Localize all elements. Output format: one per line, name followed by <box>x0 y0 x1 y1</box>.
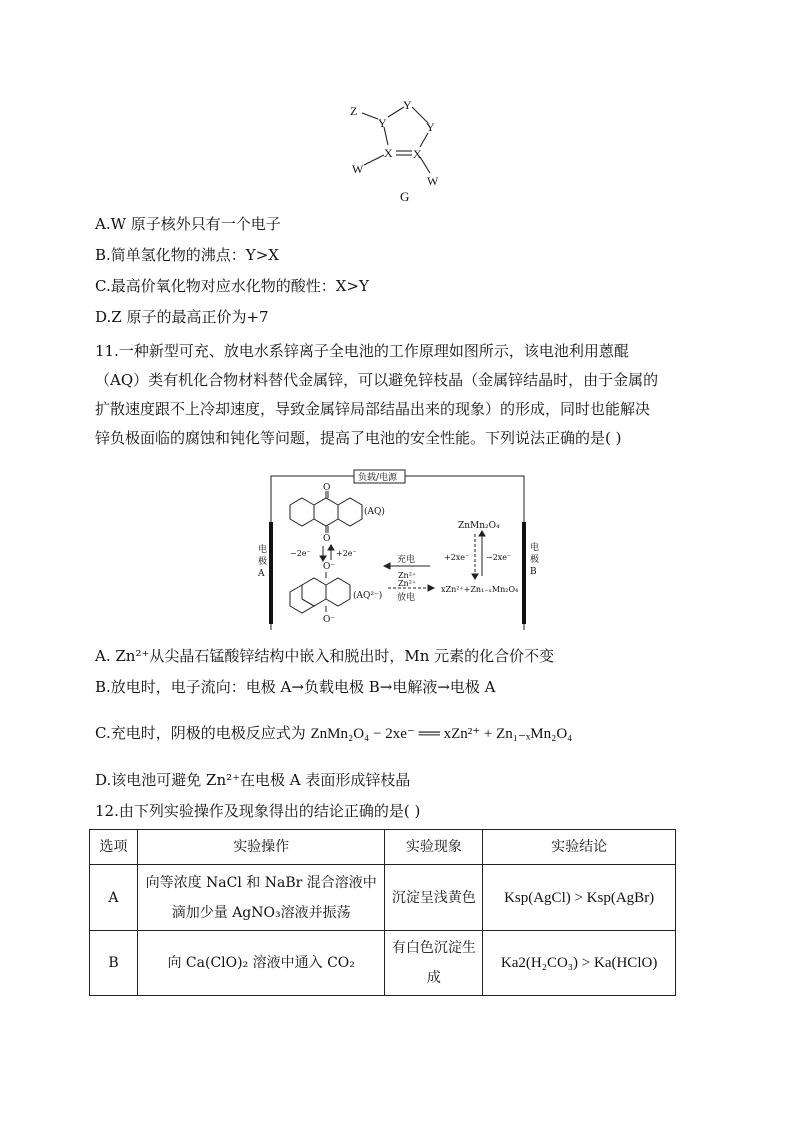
products-label: xZn²⁺+Zn₁₋ₓMn₂O₄ <box>441 585 519 594</box>
q11-stem-line: （AQ）类有机化合物材料替代金属锌，可以避免锌枝晶（金属锌结晶时，由于金属的 <box>95 371 659 389</box>
structure-label: G <box>400 189 410 204</box>
znmn2o4-label: ZnMn₂O₄ <box>458 521 500 531</box>
battery-diagram <box>252 462 552 634</box>
row-conclusion: Ksp(AgCl) > Ksp(AgBr) <box>483 865 676 931</box>
atom-x2: X <box>413 147 422 161</box>
atom-y3: Y <box>426 120 435 134</box>
electrode-b-label: 电极 B <box>530 543 540 577</box>
plus-2xe-label: +2xe⁻ <box>444 553 470 562</box>
experiment-table <box>89 829 676 996</box>
row-operation: 向等浓度 NaCl 和 NaBr 混合溶液中滴加少量 AgNO₃溶液并振荡 <box>137 865 385 931</box>
table-header-row <box>90 830 676 865</box>
header-operation: 实验操作 <box>137 830 385 865</box>
q11-option-c-formula: ZnMn₂O₄ − 2xe⁻ ══ xZn²⁺ + Zn₁₋ₓMn₂O₄ <box>310 726 573 742</box>
charge-label: 充电 <box>397 555 416 565</box>
o-minus-top: O⁻ <box>323 562 336 572</box>
atom-y2: Y <box>403 98 412 112</box>
minus-2e-label: −2e⁻ <box>290 549 311 558</box>
q10-option-a: A.W 原子核外只有一个电子 <box>95 215 281 233</box>
q11-stem-line: 锌负极面临的腐蚀和钝化等问题，提高了电池的安全性能。下列说法正确的是( ) <box>95 429 622 447</box>
q10-option-d: D.Z 原子的最高正价为+7 <box>95 308 269 326</box>
table-row <box>90 865 676 931</box>
aq-label: (AQ) <box>364 507 385 517</box>
q11-stem <box>95 337 703 453</box>
minus-2xe-label: −2xe⁻ <box>486 553 512 562</box>
q10-option-b: B.简单氢化物的沸点：Y>X <box>95 246 279 264</box>
row-operation: 向 Ca(ClO)₂ 溶液中通入 CO₂ <box>137 931 385 996</box>
oxygen-top: O <box>323 483 331 493</box>
q11-option-d: D.该电池可避免 Zn²⁺在电极 A 表面形成锌枝晶 <box>95 771 411 789</box>
atom-x1: X <box>384 146 393 160</box>
atom-y1: Y <box>378 116 387 130</box>
row-option: B <box>90 931 138 996</box>
q11-option-c <box>95 722 572 745</box>
q10-option-c: C.最高价氧化物对应水化物的酸性：X>Y <box>95 277 369 295</box>
header-phenomenon: 实验现象 <box>385 830 483 865</box>
header-conclusion: 实验结论 <box>483 830 676 865</box>
atom-w2: W <box>427 174 439 188</box>
oxygen-mid: O <box>323 534 331 544</box>
row-phenomenon: 沉淀呈浅黄色 <box>385 865 483 931</box>
row-conclusion: Ka2(H₂CO₃) > Ka(HClO) <box>483 931 676 996</box>
q11-stem-line: 扩散速度跟不上冷却速度，导致金属锌局部结晶出来的现象）的形成，同时也能解决 <box>95 400 651 418</box>
atom-w1: W <box>352 162 364 176</box>
q11-stem-line: 11.一种新型可充、放电水系锌离子全电池的工作原理如图所示，该电池利用蒽醌 <box>95 342 629 360</box>
row-phenomenon: 有白色沉淀生成 <box>385 931 483 996</box>
electrode-a-label: 电极 A <box>258 545 268 579</box>
table-row <box>90 931 676 996</box>
plus-2e-label: +2e⁻ <box>336 549 357 558</box>
q11-option-b: B.放电时，电子流向：电极 A→负载电极 B→电解液→电极 A <box>95 678 496 696</box>
q11-option-c-prefix: C.充电时，阴极的电极反应式为 <box>95 724 306 742</box>
o-minus-bottom: O⁻ <box>323 615 336 625</box>
q11-option-a: A. Zn²⁺从尖晶石锰酸锌结构中嵌入和脱出时，Mn 元素的化合价不变 <box>95 647 555 665</box>
header-option: 选项 <box>90 830 138 865</box>
zn-ion-bottom: Zn²⁺ <box>398 579 417 588</box>
load-label: 负载/电源 <box>358 473 398 483</box>
atom-z: Z <box>350 104 358 118</box>
row-option: A <box>90 865 138 931</box>
aq-molecule <box>290 491 362 533</box>
aq2-label: (AQ²⁻) <box>353 591 383 601</box>
structure-g-diagram <box>340 95 460 207</box>
aq2-molecule <box>290 572 350 613</box>
zn-ion-top: Zn²⁺ <box>398 571 417 580</box>
q12-stem: 12.由下列实验操作及现象得出的结论正确的是( ) <box>95 802 421 820</box>
discharge-label: 放电 <box>397 593 416 603</box>
